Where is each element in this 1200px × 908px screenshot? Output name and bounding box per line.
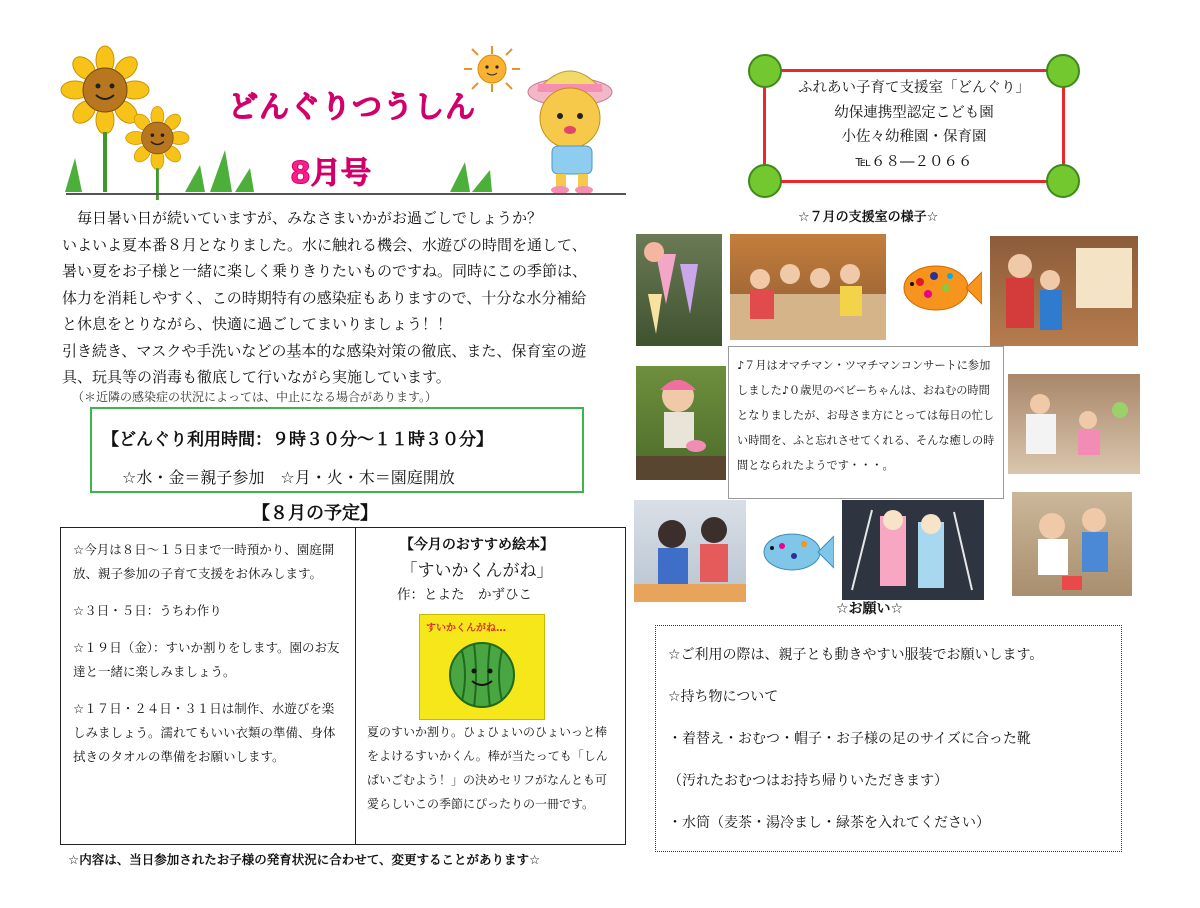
contact-line: ℡６８―２０６６: [855, 153, 973, 170]
requests-title: ☆お願い☆: [836, 601, 904, 617]
schedule-item: ☆今月は８日～１５日まで一時預かり、園庭開放、親子参加の子育て支援をお休みします。: [73, 542, 335, 581]
schedule-table: [60, 527, 626, 845]
contact-box: [763, 69, 1065, 183]
intro-line: 体力を消耗しやすく、この時期特有の感染症もありますので、十分な水分補給: [62, 288, 587, 307]
schedule-list: [73, 538, 345, 782]
tanabata-photo: [636, 234, 722, 346]
request-item: ☆ご利用の際は、親子とも動きやすい服装でお願いします。: [668, 647, 1044, 663]
header-divider: [66, 193, 626, 195]
schedule-item: ☆１９日（金）：すいか割りをします。園のお友達と一緒に楽しみましょう。: [73, 640, 340, 679]
concert-group-photo: [730, 234, 886, 340]
requests-box: [655, 625, 1122, 852]
photos-caption: ♪７月はオマチマン・ツマチマンコンサートに参加しました♪０歳児のベビーちゃんは、おねむの時間となりましたが、お母さま方にとっては毎日の忙しい時間を、ふと忘れさせてくれる、そんな癒しの時間となられたようです・・・。: [728, 346, 1004, 499]
photos-title: ☆７月の支援室の様子☆: [798, 210, 939, 225]
schedule-title: 【８月の予定】: [252, 503, 378, 524]
tanabata-artwork-photo: [842, 500, 984, 600]
children-playing-photo: [634, 500, 746, 602]
contact-line: 小佐々幼稚園・保育園: [841, 129, 987, 145]
hours-box: [90, 407, 584, 493]
sunflower-icon: [126, 106, 189, 200]
gardening-child-photo: [636, 366, 726, 480]
book-cover-image: [419, 614, 545, 720]
contact-line: 幼保連携型認定こども園: [834, 104, 994, 121]
newsletter-title: どんぐりつうしん: [228, 90, 476, 125]
intro-line: いよいよ夏本番８月となりました。水に触れる機会、水遊びの時間を通して、: [62, 235, 587, 254]
schedule-footnote: ☆内容は、当日参加されたお子様の発育状況に合わせて、変更することがあります☆: [68, 852, 541, 867]
book-recommendation: [361, 534, 623, 811]
schedule-item: ☆３日・５日：うちわ作り: [73, 603, 222, 618]
colorful-fish-icon: [898, 262, 982, 314]
book-cover-title: すいかくんがね…: [426, 623, 506, 634]
request-item: ・水筒（麦茶・湯冷まし・緑茶を入れてください）: [668, 815, 990, 831]
request-item: ・着替え・おむつ・帽子・お子様の足のサイズに合った靴: [668, 731, 1031, 747]
request-item: ☆持ち物について: [668, 689, 779, 705]
intro-text: [62, 205, 632, 391]
schedule-item: ☆１７日・２４日・３１日は制作、水遊びを楽しみましょう。濡れてもいい衣類の準備、身体拭きのタオルの準備をお願いします。: [73, 701, 336, 764]
book-title: 「すいかくんがね」: [400, 561, 554, 581]
hours-days: ☆水・金＝親子参加 ☆月・火・木＝園庭開放: [122, 468, 455, 487]
contact-lines: [766, 76, 1062, 174]
book-heading: 【今月のおすすめ絵本】: [399, 537, 555, 553]
intro-line: と休息をとりながら、快適に過ごしてまいりましょう！！: [62, 315, 453, 333]
playroom-photo: [1008, 374, 1140, 474]
toy-play-photo: [1012, 492, 1132, 596]
infection-note: （＊近隣の感染症の状況によっては、中止になる場合があります。）: [72, 390, 438, 404]
intro-line: 引き続き、マスクや手洗いなどの基本的な感染対策の徹底、また、保育室の遊: [62, 341, 587, 360]
issue-label: 8月号: [290, 156, 371, 191]
cat-character-icon: [528, 71, 612, 194]
grass-icon: [65, 150, 492, 192]
intro-line: 具、玩具等の消毒も徹底して行いながら実施しています。: [62, 368, 451, 386]
book-author: 作：とよた かずひこ: [397, 587, 532, 603]
hours-time: 【どんぐり利用時間：９時３０分～１１時３０分】: [102, 430, 493, 450]
intro-line: 毎日暑い日が続いていますが、みなさまいかがお過ごしでしょうか？: [62, 209, 543, 227]
performers-photo: [990, 236, 1138, 346]
book-description: 夏のすいか割り。ひょひょいのひょいっと棒をよけるすいかくん。棒が当たっても「しんぱいごむよう！」の決めセリフがなんとも可愛らしいこの季節にぴったりの一冊です。: [367, 725, 608, 811]
request-item: （汚れたおむつはお持ち帰りいただきます）: [668, 773, 948, 789]
blue-fish-icon: [760, 528, 834, 576]
intro-line: 暑い夏をお子様と一緒に楽しく乗りきりたいものですね。同時にこの季節は、: [62, 262, 588, 280]
contact-line: ふれあい子育て支援室「どんぐり」: [798, 80, 1030, 96]
